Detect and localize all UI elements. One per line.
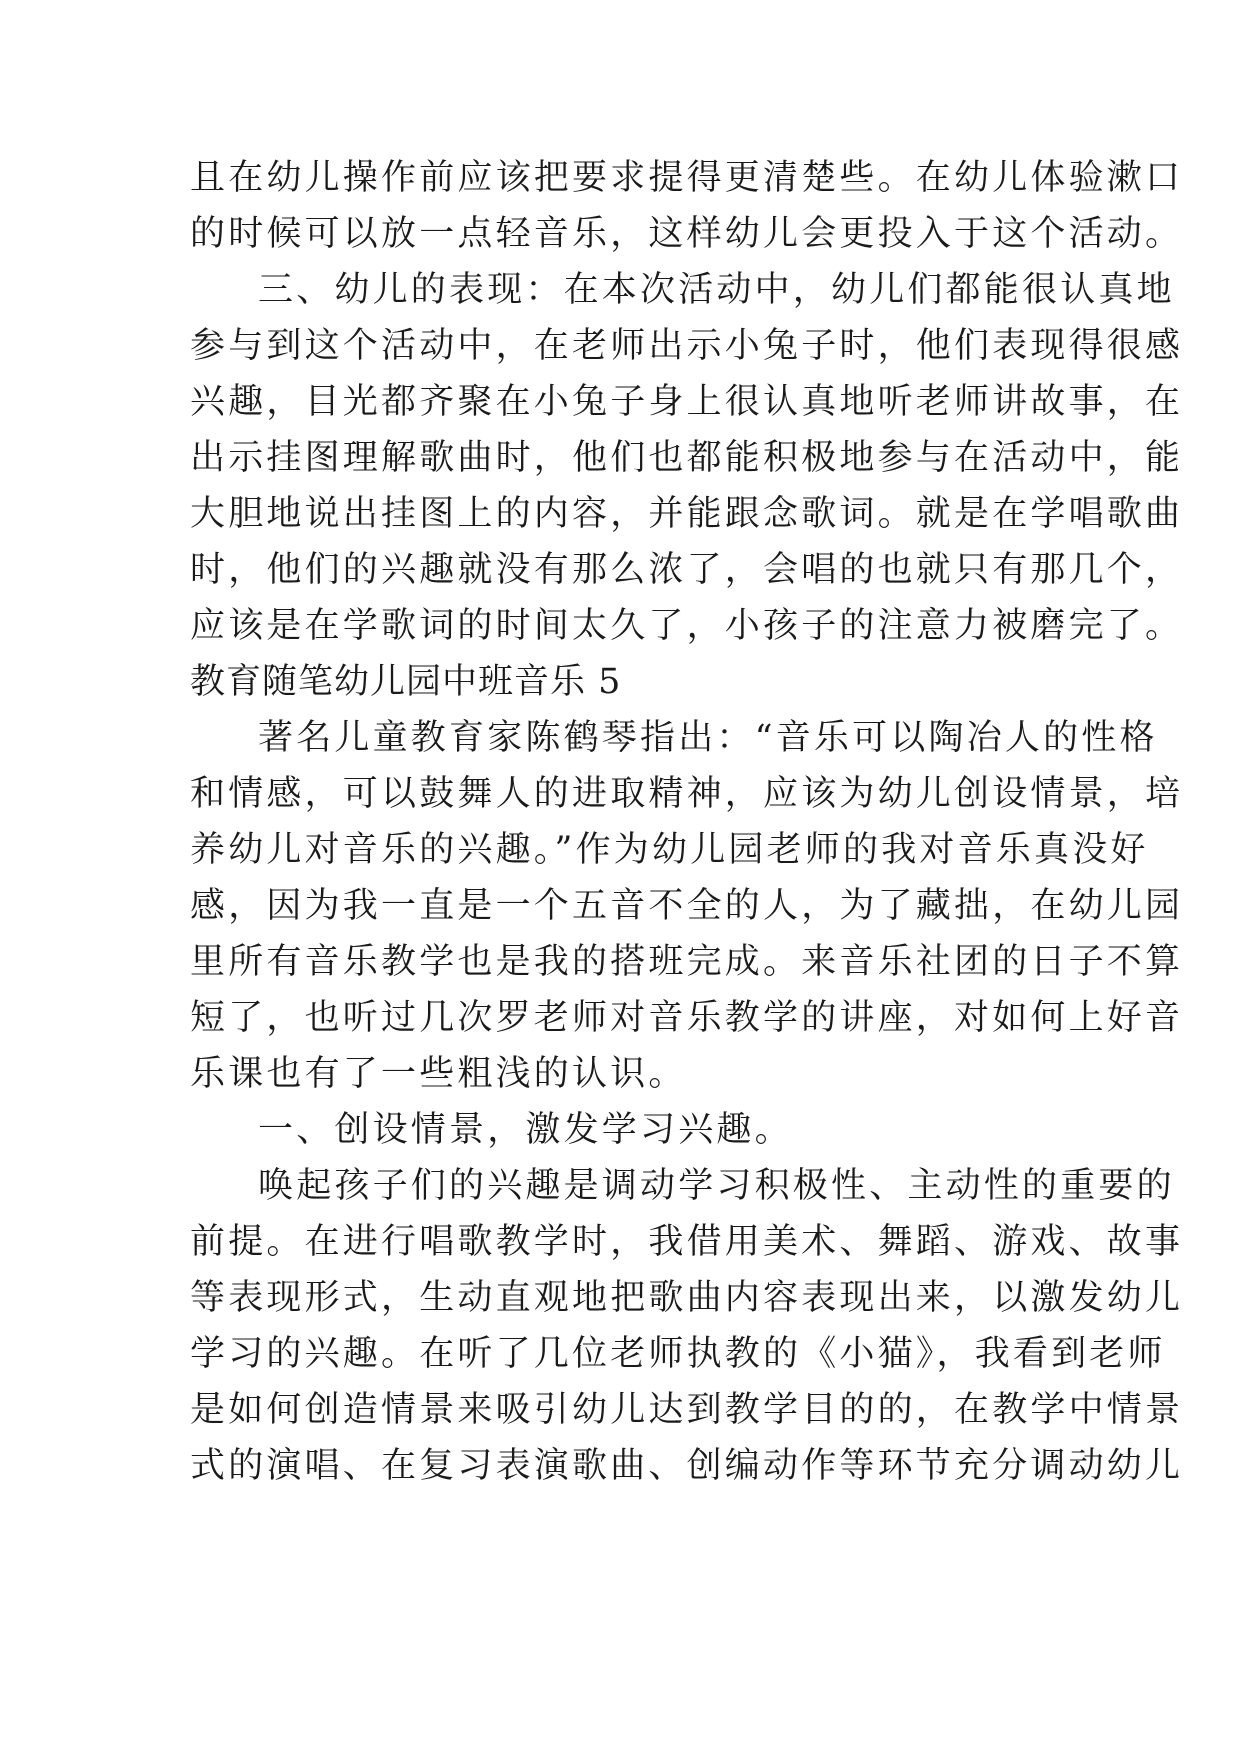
- text-line: 短了，也听过几次罗老师对音乐教学的讲座，对如何上好音: [190, 998, 1184, 1038]
- section-heading: 教育随笔幼儿园中班音乐 5: [190, 662, 622, 702]
- text-line: 且在幼儿操作前应该把要求提得更清楚些。在幼儿体验漱口: [190, 158, 1184, 198]
- subheading-line: 一、创设情景，激发学习兴趣。: [258, 1110, 793, 1150]
- text-line: 大胆地说出挂图上的内容，并能跟念歌词。就是在学唱歌曲: [190, 494, 1184, 534]
- text-line: 兴趣，目光都齐聚在小兔子身上很认真地听老师讲故事，在: [190, 382, 1184, 422]
- text-line: 乐课也有了一些粗浅的认识。: [190, 1054, 687, 1094]
- text-line: 学习的兴趣。在听了几位老师执教的《小猫》，我看到老师: [190, 1334, 1166, 1374]
- text-line: 是如何创造情景来吸引幼儿达到教学目的的，在教学中情景: [190, 1390, 1184, 1430]
- text-line: 应该是在学歌词的时间太久了，小孩子的注意力被磨完了。: [190, 606, 1184, 646]
- paragraph-start-line: 唤起孩子们的兴趣是调动学习积极性、主动性的重要的: [258, 1166, 1175, 1206]
- text-line: 时，他们的兴趣就没有那么浓了，会唱的也就只有那几个，: [190, 550, 1184, 590]
- text-line: 养幼儿对音乐的兴趣。”作为幼儿园老师的我对音乐真没好: [190, 830, 1149, 870]
- text-line: 里所有音乐教学也是我的搭班完成。来音乐社团的日子不算: [190, 942, 1184, 982]
- text-line: 等表现形式，生动直观地把歌曲内容表现出来，以激发幼儿: [190, 1278, 1184, 1318]
- text-line: 的时候可以放一点轻音乐，这样幼儿会更投入于这个活动。: [190, 214, 1184, 254]
- text-line: 和情感，可以鼓舞人的进取精神，应该为幼儿创设情景，培: [190, 774, 1184, 814]
- paragraph-start-line: 三、幼儿的表现：在本次活动中，幼儿们都能很认真地: [258, 270, 1175, 310]
- text-line: 出示挂图理解歌曲时，他们也都能积极地参与在活动中，能: [190, 438, 1184, 478]
- text-line: 参与到这个活动中，在老师出示小兔子时，他们表现得很感: [190, 326, 1184, 366]
- text-line: 感，因为我一直是一个五音不全的人，为了藏拙，在幼儿园: [190, 886, 1184, 926]
- text-line: 前提。在进行唱歌教学时，我借用美术、舞蹈、游戏、故事: [190, 1222, 1184, 1262]
- paragraph-start-line: 著名儿童教育家陈鹤琴指出：“音乐可以陶冶人的性格: [258, 718, 1158, 758]
- text-line: 式的演唱、在复习表演歌曲、创编动作等环节充分调动幼儿: [190, 1446, 1184, 1486]
